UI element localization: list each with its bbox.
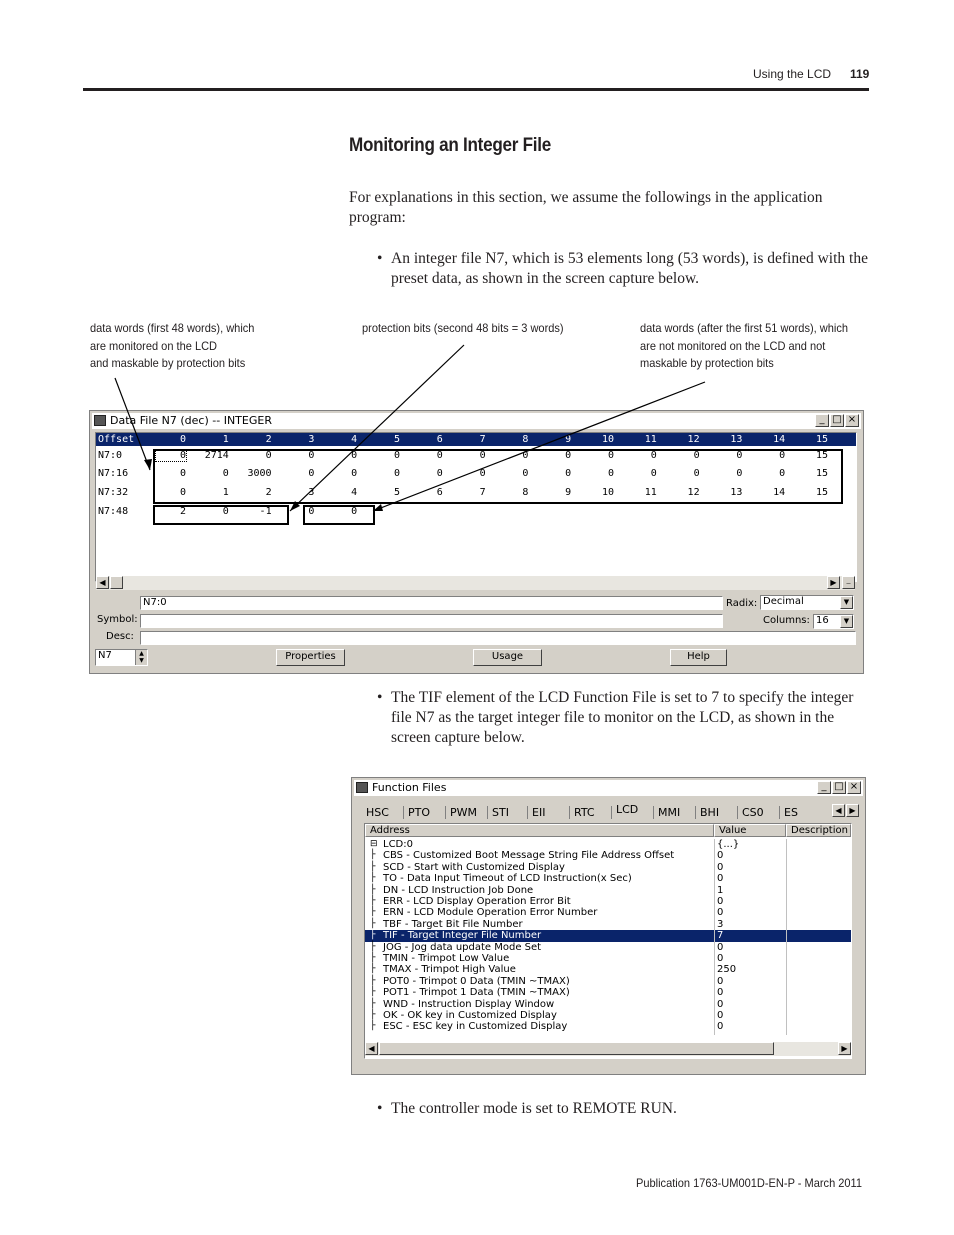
row-value[interactable]: 0 [717,907,724,919]
footer-publication: Publication 1763-UM001D-EN-P - March 2011 [636,1176,863,1190]
data-cell[interactable]: 7 [479,487,486,498]
column-header: 3 [308,434,315,445]
tab-divider [737,806,738,819]
callout-right-leader [373,382,705,511]
tree-branch-icon: ├ [370,861,376,872]
row-value[interactable]: 0 [717,896,724,907]
radix-label: Radix: [726,598,758,609]
data-cell[interactable]: 0 [779,468,786,479]
data-cell[interactable]: 0 [308,506,315,517]
tree-branch-icon: ├ [370,1010,376,1020]
data-cell[interactable]: 14 [773,487,786,498]
tab-es[interactable]: ES [784,806,798,819]
row-address: WND - Instruction Display Window [383,998,555,1010]
data-cell[interactable]: 0 [565,450,572,461]
data-cell[interactable]: 1 [222,487,229,498]
data-cell[interactable]: 4 [351,487,358,498]
tab-scroll-left-icon[interactable]: ◀ [832,804,845,817]
data-cell[interactable]: 0 [222,506,229,517]
function-file-rows [365,839,851,1033]
tab-pto[interactable]: PTO [408,806,431,819]
data-cell[interactable]: 0 [650,450,657,461]
data-cell[interactable]: 0 [779,450,786,461]
callout-right-line: are not monitored on the LCD and not [640,338,826,353]
row-label: N7:0 [98,450,123,461]
data-cell[interactable]: 0 [179,468,186,479]
callout-left-line: are monitored on the LCD [90,338,218,353]
running-header-section: Using the LCD [753,67,832,81]
row-address: JOG - Jog data update Mode Set [383,941,542,953]
tab-mmi[interactable]: MMI [658,806,681,819]
table-row[interactable] [365,919,851,930]
data-cell[interactable]: 0 [156,450,186,461]
table-row[interactable] [365,930,851,941]
tab-divider [527,806,528,819]
data-cell[interactable]: 2 [265,487,272,498]
row-address: POT1 - Trimpot 1 Data (TMIN ~TMAX) [383,987,570,999]
minimize-button[interactable]: _ [815,414,829,427]
tab-rtc[interactable]: RTC [574,806,595,819]
row-label: N7:16 [98,468,129,479]
properties-button[interactable]: Properties [276,649,345,666]
tab-strip [362,803,858,821]
arrowhead-icon [144,459,152,470]
row-value[interactable]: 0 [717,975,724,987]
bullet-2-text: The TIF element of the LCD Function File is set to 7 to specify the integer file N7 as the target integer file to monitor on the LCD, as shown in the screen capture below. [391,689,854,746]
data-cell[interactable]: 3 [308,487,315,498]
column-header: 8 [522,434,529,445]
data-file-title: Data File N7 (dec) -- INTEGER [110,414,272,427]
data-cell[interactable]: 0 [522,468,529,479]
data-cell[interactable]: 0 [565,468,572,479]
column-header: 14 [773,434,786,445]
tab-divider [569,806,570,819]
data-cell[interactable]: 0 [393,450,400,461]
row-address: SCD - Start with Customized Display [383,861,565,873]
spinner-arrows-icon[interactable]: ▲ ▼ [135,650,147,665]
tree-branch-icon: ├ [370,964,376,975]
split-icon[interactable]: – [842,576,855,589]
data-cell[interactable]: 0 [393,468,400,479]
data-cell[interactable]: 9 [565,487,572,498]
close-button[interactable]: × [847,781,861,794]
maximize-button[interactable]: □ [830,414,844,427]
row-address: CBS - Customized Boot Message String File Address Offset [383,850,675,862]
bullet-3 [377,1099,869,1119]
callout-left-leader [115,378,150,470]
data-cell[interactable]: 15 [815,468,828,479]
table-row[interactable] [365,885,851,896]
tree-branch-icon: ├ [370,907,376,918]
tab-eii[interactable]: EII [532,806,546,819]
column-header: 11 [644,434,657,445]
table-row[interactable] [365,850,851,861]
row-address: POT0 - Trimpot 0 Data (TMIN ~TMAX) [383,975,570,987]
tree-branch-icon: ├ [370,975,376,986]
scroll-right-icon[interactable]: ▶ [827,576,840,589]
bullet-1-text: An integer file N7, which is 53 elements long (53 words), is defined with the preset data, as shown in the screen capture below. [391,250,868,287]
row-address: ESC - ESC key in Customized Display [383,1021,568,1033]
data-cell[interactable]: 5 [393,487,400,498]
section-heading: Monitoring an Integer File [349,135,551,156]
collapse-icon[interactable]: ⊟ [370,839,378,849]
table-row[interactable] [365,873,851,884]
table-row[interactable] [365,953,851,964]
data-cell[interactable]: 0 [607,468,614,479]
desc-label: Desc: [106,631,134,642]
callout-left-line: data words (first 48 words), which [90,321,255,335]
table-row[interactable] [365,976,851,987]
tree-branch-icon: ├ [370,850,376,861]
col-header-description[interactable]: Description [786,824,851,837]
close-button[interactable]: × [845,414,859,427]
columns-value: 16 [816,615,829,626]
tab-scroll-right-icon[interactable]: ▶ [846,804,859,817]
table-row[interactable] [365,1021,851,1032]
tree-branch-icon: ├ [370,953,376,963]
row-address: ERR - LCD Display Operation Error Bit [383,896,571,907]
scroll-left-icon[interactable]: ◀ [365,1042,378,1055]
data-cell[interactable]: 0 [650,468,657,479]
table-row[interactable] [365,999,851,1010]
row-address: TMIN - Trimpot Low Value [383,953,510,964]
tree-branch-icon: ├ [370,930,376,941]
chevron-down-icon[interactable]: ▼ [840,596,853,609]
window-icon [356,782,368,793]
callout-middle-line: protection bits (second 48 bits = 3 words) [362,321,564,335]
table-row[interactable] [365,987,851,998]
tab-lcd[interactable]: LCD [616,803,639,816]
row-value[interactable]: 0 [717,1021,724,1033]
tree-branch-icon: ├ [370,1021,376,1032]
row-value[interactable]: 0 [717,873,724,885]
data-cell[interactable]: 0 [436,450,443,461]
tree-branch-icon: ├ [370,884,376,895]
table-row[interactable] [365,942,851,953]
column-header: 1 [222,434,229,445]
horizontal-scrollbar[interactable] [365,1042,851,1056]
data-cell[interactable]: 3000 [247,468,272,479]
tab-divider [403,806,404,819]
scroll-thumb[interactable] [379,1042,774,1055]
column-header: 12 [687,434,700,445]
scroll-right-icon[interactable]: ▶ [838,1042,851,1055]
data-cell[interactable]: 11 [644,487,657,498]
data-cell[interactable]: 0 [607,450,614,461]
tree-branch-icon: ├ [370,873,376,884]
column-header: 7 [479,434,486,445]
tab-divider [695,806,696,819]
column-header: 13 [730,434,743,445]
help-button[interactable]: Help [670,649,727,666]
tree-branch-icon: ├ [370,987,376,998]
row-address: TMAX - Trimpot High Value [383,964,516,976]
data-cell[interactable]: 0 [522,450,529,461]
chevron-down-icon[interactable]: ▼ [840,615,853,628]
data-cell[interactable]: 0 [308,450,315,461]
data-cell[interactable]: 0 [693,468,700,479]
page-number: 119 [850,67,870,81]
radix-value: Decimal [763,596,804,607]
data-cell[interactable]: 0 [351,506,358,517]
data-cell[interactable]: 15 [815,487,828,498]
function-files-window [351,777,866,1075]
minimize-button[interactable]: _ [817,781,831,794]
maximize-button[interactable]: □ [832,781,846,794]
data-cell[interactable]: 0 [479,450,486,461]
symbol-label: Symbol: [97,614,138,625]
row-value[interactable]: 0 [717,861,724,873]
tab-sti[interactable]: STI [492,806,509,819]
column-header: 0 [179,434,186,445]
data-cell[interactable]: 8 [522,487,529,498]
callout-right-line: maskable by protection bits [640,356,774,370]
column-header: 4 [351,434,358,445]
data-cell[interactable]: 13 [730,487,743,498]
row-address: TIF - Target Integer File Number [383,930,542,942]
tab-cs0[interactable]: CS0 [742,806,764,819]
data-cell[interactable]: 0 [351,468,358,479]
data-cell[interactable]: 10 [601,487,614,498]
bullet-dot: • [377,689,383,706]
row-address: LCD:0 [383,839,413,850]
row-value[interactable]: {...} [717,839,740,850]
data-cell[interactable]: 2 [179,506,186,517]
column-header: 10 [601,434,614,445]
table-row[interactable] [365,1010,851,1021]
table-row[interactable] [365,862,851,873]
tab-hsc[interactable]: HSC [366,806,389,819]
data-cell[interactable]: -1 [259,506,272,517]
column-header: 15 [815,434,828,445]
row-value[interactable]: 250 [717,964,737,976]
tree-branch-icon: ├ [370,941,376,952]
tab-divider [653,806,654,819]
row-value[interactable]: 0 [717,1010,724,1021]
row-address: OK - OK key in Customized Display [383,1010,557,1021]
table-row[interactable] [365,839,851,850]
row-address: DN - LCD Instruction Job Done [383,884,534,896]
tab-bhi[interactable]: BHI [700,806,720,819]
tab-divider [487,806,488,819]
table-row[interactable] [365,907,851,918]
row-label: N7:48 [98,506,129,517]
row-label: N7:32 [98,487,129,498]
bullet-2 [377,688,869,748]
row-value[interactable]: 3 [717,918,724,930]
offset-header: Offset [98,434,135,445]
table-row[interactable] [365,896,851,907]
row-value[interactable]: 0 [717,941,724,953]
callout-right-line: data words (after the first 51 words), which [640,321,849,335]
scroll-left-icon[interactable]: ◀ [96,576,109,589]
data-cell[interactable]: 0 [479,468,486,479]
column-header: 5 [393,434,400,445]
column-divider [786,839,787,1035]
column-header: 9 [565,434,572,445]
address-field[interactable]: N7:0 [140,596,723,610]
col-header-address[interactable]: Address [365,824,714,837]
data-cell[interactable]: 2714 [204,450,229,461]
row-value[interactable]: 7 [717,930,724,942]
bullet-dot: • [377,1100,383,1117]
tree-branch-icon: ├ [370,896,376,906]
row-value[interactable]: 0 [717,987,724,999]
columns-label: Columns: [763,615,810,626]
callout-left-line: and maskable by protection bits [90,356,246,370]
data-cell[interactable]: 0 [693,450,700,461]
tab-divider [611,806,612,819]
data-cell[interactable]: 15 [815,450,828,461]
function-files-titlebar [354,780,863,796]
arrowhead-icon [373,504,383,511]
row-value[interactable]: 0 [717,998,724,1010]
data-cell[interactable]: 0 [736,450,743,461]
function-file-table [364,823,852,1059]
row-address: TO - Data Input Timeout of LCD Instruction(x Sec) [383,873,632,885]
usage-button[interactable]: Usage [473,649,542,666]
data-cell[interactable]: 0 [308,468,315,479]
intro-paragraph: For explanations in this section, we assume the followings in the application program: [349,189,823,226]
column-divider [714,839,715,1035]
file-number-value: N7 [98,650,112,661]
data-cell[interactable]: 0 [265,450,272,461]
tree-branch-icon: ├ [370,998,376,1009]
table-row[interactable] [365,964,851,975]
data-cell[interactable]: 0 [436,468,443,479]
data-cell[interactable]: 0 [179,487,186,498]
row-value[interactable]: 0 [717,953,724,964]
data-cell[interactable]: 6 [436,487,443,498]
tree-branch-icon: ├ [370,918,376,929]
row-address: ERN - LCD Module Operation Error Number [383,907,598,919]
tab-pwm[interactable]: PWM [450,806,478,819]
data-cell[interactable]: 12 [687,487,700,498]
row-value[interactable]: 0 [717,850,724,862]
col-header-value[interactable]: Value [714,824,786,837]
column-header: 2 [265,434,272,445]
data-cell[interactable]: 0 [222,468,229,479]
tab-divider [779,806,780,819]
column-header: 6 [436,434,443,445]
row-value[interactable]: 1 [717,884,724,896]
data-cell[interactable]: 0 [736,468,743,479]
function-files-title: Function Files [372,781,447,794]
bullet-3-text: The controller mode is set to REMOTE RUN. [391,1100,677,1117]
row-address: TBF - Target Bit File Number [383,918,523,930]
tab-divider [445,806,446,819]
bullet-dot: • [377,250,383,267]
data-cell[interactable]: 0 [351,450,358,461]
